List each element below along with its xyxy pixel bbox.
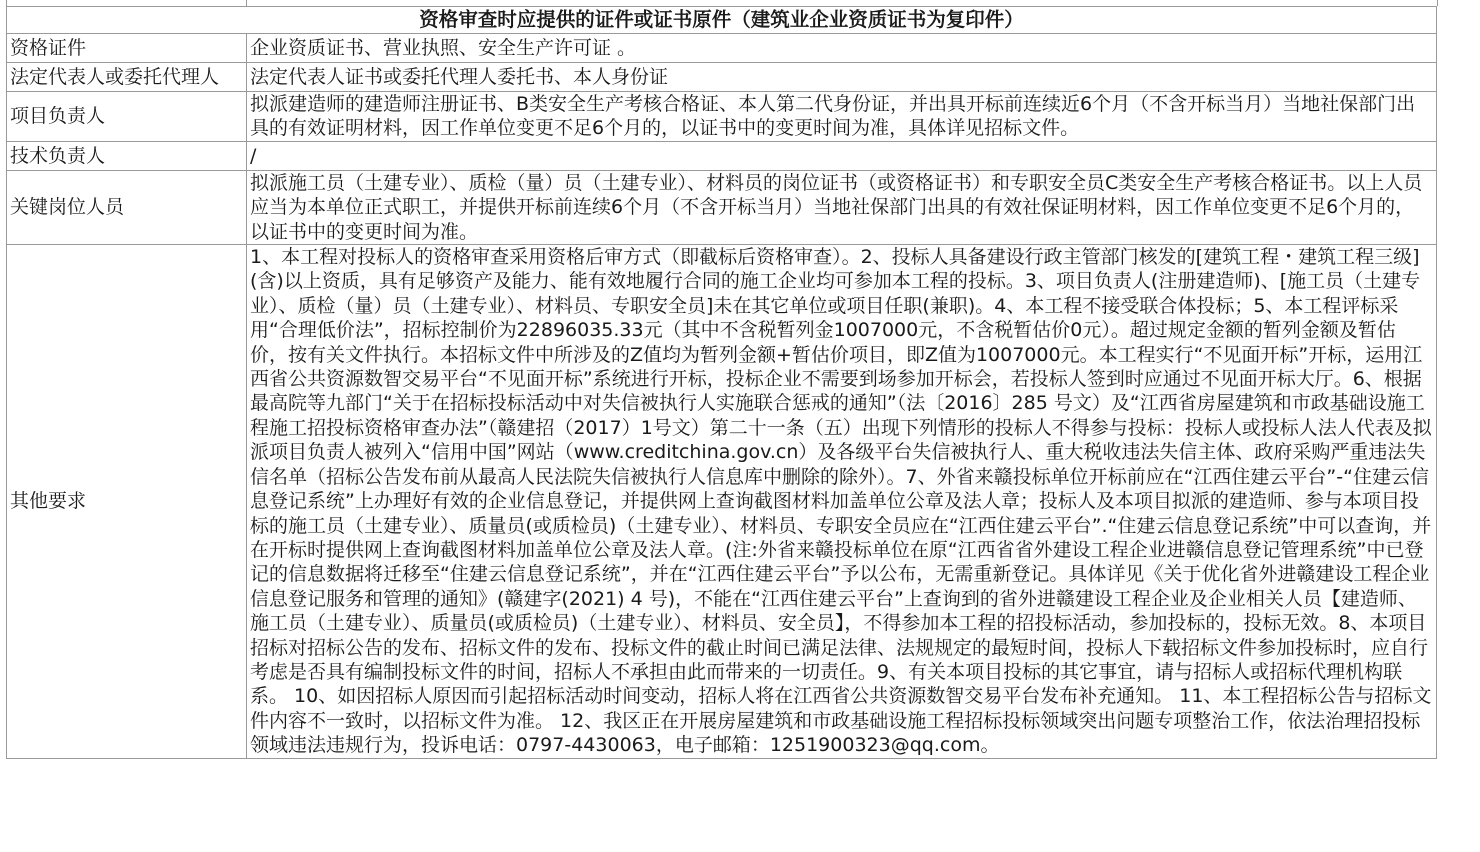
row-label: 技术负责人 [7, 141, 247, 170]
row-label: 法定代表人或委托代理人 [7, 63, 247, 92]
table-row [7, 63, 1437, 92]
qualification-requirements-table [6, 6, 1437, 759]
table-row [7, 170, 1437, 244]
row-content: 拟派施工员（土建专业）、质检（量）员（土建专业）、材料员的岗位证书（或资格证书）和专职安全员C类安全生产考核合格证书。以上人员应当为本单位正式职工，并提供开标前连续6个月（不含开标当月）当地社保部门出具的有效社保证明材料，因工作单位变更不足6个月的，以证书中的变更时间为准。 [247, 170, 1437, 244]
table-row [7, 92, 1437, 142]
table-row [7, 245, 1437, 759]
row-content: 1、本工程对投标人的资格审查采用资格后审方式（即截标后资格审查）。2、投标人具备建设行政主管部门核发的[建筑工程・建筑工程三级](含)以上资质，具有足够资产及能力、能有效地履行合同的施工企业均可参加本工程的投标。3、项目负责人(注册建造师)、[施工员（土建专业）、质检（量）员（土建专业）、材料员、专职安全员]未在其它单位或项目任职(兼职)。4、本工程不接受联合体投标；5、本工程评标采用“合理低价法”，招标控制价为22896035.33元（其中不含税暂列金1007000元，不含税暂估价0元）。超过规定金额的暂列金额及暂估价，按有关文件执行。本招标文件中所涉及的Z值均为暂列金额+暂估价项目，即Z值为1007000元。本工程实行“不见面开标”开标，运用江西省公共资源数智交易平台“不见面开标”系统进行开标，投标企业不需要到场参加开标会，若投标人签到时应通过不见面开标大厅。6、根据最高院等九部门“关于在招标投标活动中对失信被执行人实施联合惩戒的通知”（法〔2016〕285 号文）及“江西省房屋建筑和市政基础设施工程施工招投标资格审查办法”（赣建招（2017）1号文）第二十一条（五）出现下列情形的投标人不得参与投标：投标人或投标人法人代表及拟派项目负责人被列入“信用中国”网站（www.creditchina.gov.cn）及各级平台失信被执行人、重大税收违法失信主体、政府采购严重违法失信名单（招标公告发布前从最高人民法院失信被执行人信息库中删除的除外）。7、外省来赣投标单位开标前应在“江西住建云平台”-“住建云信息登记系统”上办理好有效的企业信息登记，并提供网上查询截图材料加盖单位公章及法人章；投标人及本项目拟派的建造师、参与本项目投标的施工员（土建专业）、质量员(或质检员)（土建专业）、材料员、专职安全员应在“江西住建云平台”.“住建云信息登记系统”中可以查询，并在开标时提供网上查询截图材料加盖单位公章及法人章。(注:外省来赣投标单位在原“江西省省外建设工程企业进赣信息登记管理系统”中已登记的信息数据将迁移至“住建云信息登记系统”，并在“江西住建云平台”予以公布，无需重新登记。具体详见《关于优化省外进赣建设工程企业信息登记服务和管理的通知》(赣建字(2021) 4 号)，不能在“江西住建云平台”上查询到的省外进赣建设工程企业及企业相关人员【建造师、施工员（土建专业）、质量员(或质检员)（土建专业）、材料员、安全员】，不得参加本工程的招投标活动，参加投标的，投标无效。8、本项目招标对招标公告的发布、招标文件的发布、投标文件的截止时间已满足法律、法规规定的最短时间，投标人下载招标文件参加投标时，应自行考虑是否具有编制投标文件的时间，招标人不承担由此而带来的一切责任。9、有关本项目投标的其它事宜，请与招标人或招标代理机构联系。 10、如因招标人原因而引起招标活动时间变动，招标人将在江西省公共资源数智交易平台发布补充通知。 11、本工程招标公告与招标文件内容不一致时，以招标文件为准。 12、我区正在开展房屋建筑和市政基础设施工程招标投标领域突出问题专项整治工作，依法治理招投标领域违法违规行为，投诉电话：0797-4430063，电子邮箱：1251900323@qq.com。 [247, 245, 1437, 759]
table-row [7, 34, 1437, 63]
row-label: 其他要求 [7, 245, 247, 759]
row-label: 资格证件 [7, 34, 247, 63]
row-content: 法定代表人证书或委托代理人委托书、本人身份证 [247, 63, 1437, 92]
table-row [7, 141, 1437, 170]
row-content: / [247, 141, 1437, 170]
row-content: 拟派建造师的建造师注册证书、B类安全生产考核合格证、本人第二代身份证，并出具开标前连续近6个月（不含开标当月）当地社保部门出具的有效证明材料，因工作单位变更不足6个月的，以证书中的变更时间为准，具体详见招标文件。 [247, 92, 1437, 142]
table-header: 资格审查时应提供的证件或证书原件（建筑业企业资质证书为复印件） [7, 7, 1437, 34]
table-header-row [7, 7, 1437, 34]
row-label: 项目负责人 [7, 92, 247, 142]
row-label: 关键岗位人员 [7, 170, 247, 244]
row-content: 企业资质证书、营业执照、安全生产许可证 。 [247, 34, 1437, 63]
